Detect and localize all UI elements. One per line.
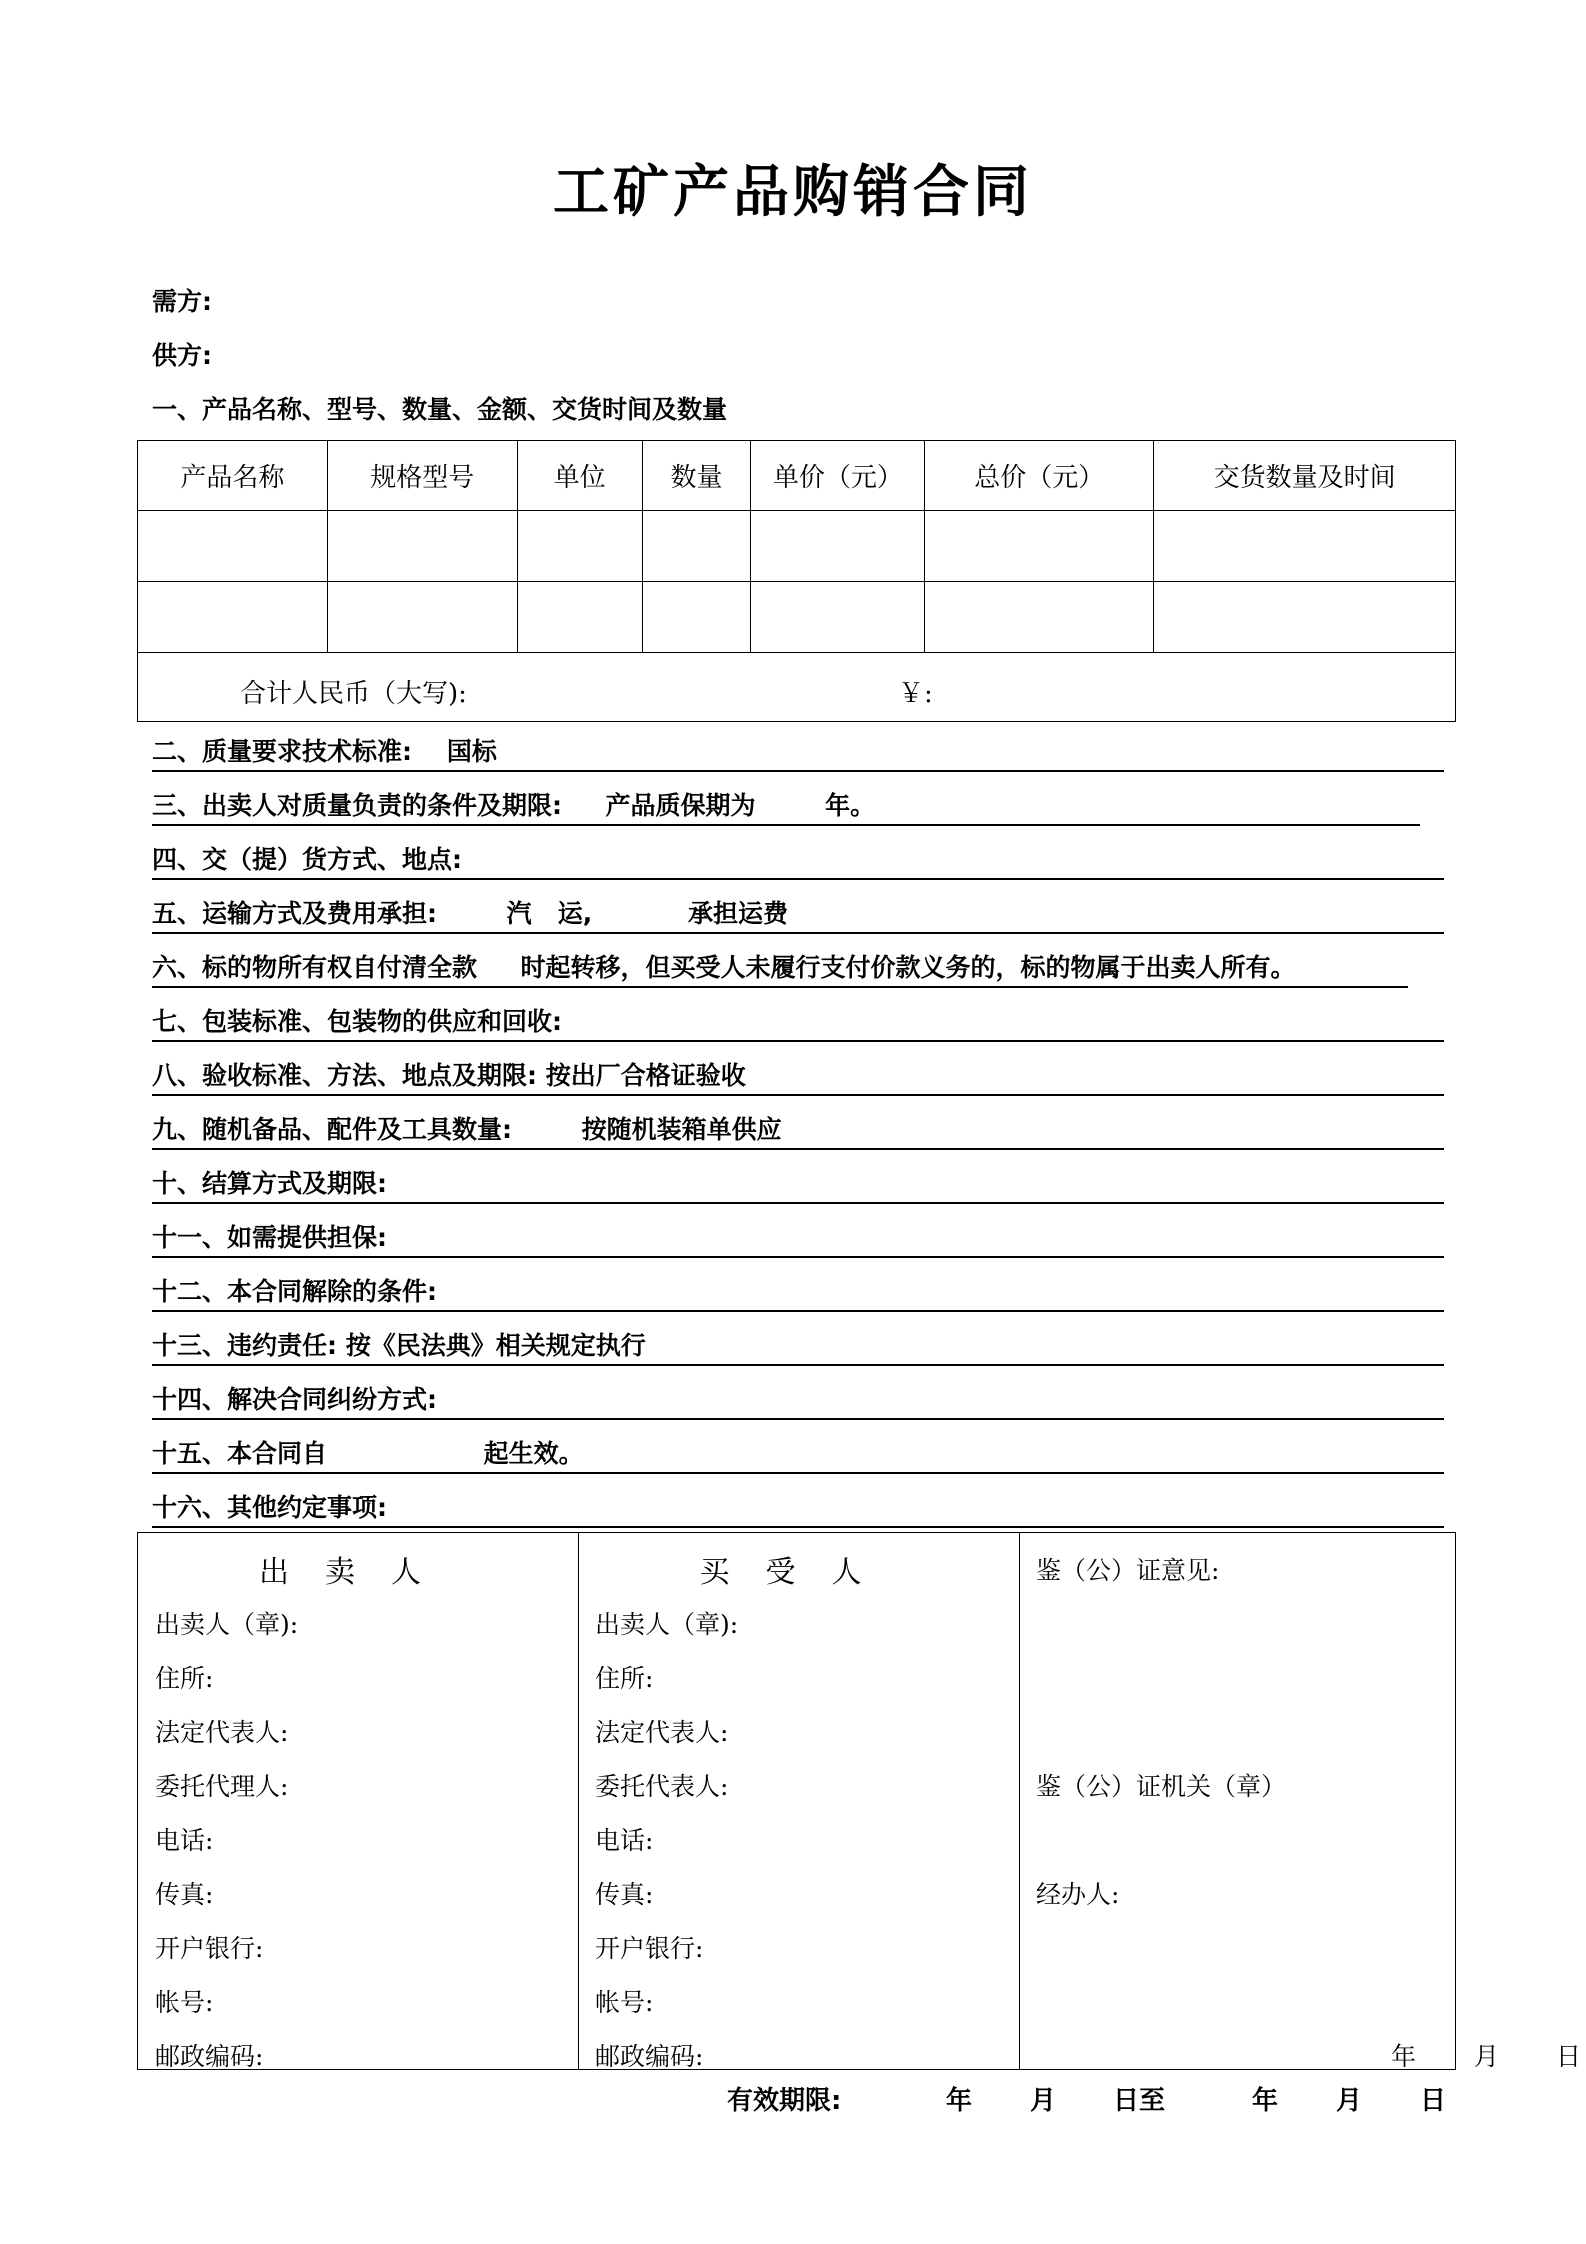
buyer-field-phone: 电话: <box>595 1826 654 1855</box>
total-yen-label: ￥: <box>898 679 933 709</box>
buyer-field-bank: 开户银行: <box>595 1934 704 1963</box>
cell-input[interactable] <box>517 511 642 582</box>
cell-input[interactable] <box>517 582 642 653</box>
total-rmb-label: 合计人民币（大写): <box>240 679 467 709</box>
seller-column-title: 出卖人 <box>259 1555 457 1590</box>
cell-input[interactable] <box>327 511 517 582</box>
notary-opinion-label: 鉴（公）证意见: <box>1036 1556 1220 1585</box>
seller-field-postcode: 邮政编码: <box>155 2042 264 2071</box>
clause-10: 十、结算方式及期限: <box>152 1169 387 1198</box>
signature-block <box>137 1532 1582 2071</box>
clause-15: 十五、本合同自 起生效。 <box>152 1439 584 1468</box>
header-unit-price: 单价（元） <box>751 441 925 511</box>
buyer-field-seal: 出卖人（章): <box>595 1610 739 1639</box>
contract-title: 工矿产品购销合同 <box>553 160 1033 225</box>
clause-8: 八、验收标准、方法、地点及期限: 按出厂合格证验收 <box>152 1061 746 1090</box>
clause-10-rule <box>152 1202 1444 1204</box>
clause-6-rule <box>152 986 1408 988</box>
header-total-price: 总价（元） <box>925 441 1154 511</box>
clause-4: 四、交（提）货方式、地点: <box>152 845 462 874</box>
expiry-day-2: 日 <box>1420 2086 1447 2116</box>
clause-15-rule <box>152 1472 1444 1474</box>
expiry-month-2: 月 <box>1336 2086 1363 2116</box>
table-header-row <box>138 441 1456 511</box>
clause-12: 十二、本合同解除的条件: <box>152 1277 437 1306</box>
buyer-field-fax: 传真: <box>595 1880 654 1909</box>
seller-column <box>138 1533 579 2069</box>
clause-11: 十一、如需提供担保: <box>152 1223 387 1252</box>
seller-field-fax: 传真: <box>155 1880 214 1909</box>
clause-3-rule <box>152 824 1420 826</box>
clause-4-rule <box>152 878 1444 880</box>
cell-input[interactable] <box>751 511 925 582</box>
expiry-day-to: 日至 <box>1113 2086 1166 2116</box>
seller-field-bank: 开户银行: <box>155 1934 264 1963</box>
section-1-heading: 一、产品名称、型号、数量、金额、交货时间及数量 <box>152 395 728 424</box>
clause-9-rule <box>152 1148 1444 1150</box>
cell-input[interactable] <box>138 582 328 653</box>
header-spec-model: 规格型号 <box>327 441 517 511</box>
clause-13-rule <box>152 1364 1444 1366</box>
clause-11-rule <box>152 1256 1444 1258</box>
notary-date-year: 年 <box>1391 2042 1417 2071</box>
clause-8-rule <box>152 1094 1444 1096</box>
cell-input[interactable] <box>642 511 751 582</box>
expiry-year-2: 年 <box>1252 2086 1279 2116</box>
expiry-year-1: 年 <box>946 2086 973 2116</box>
seller-field-address: 住所: <box>155 1664 214 1693</box>
clause-7: 七、包装标准、包装物的供应和回收: <box>152 1007 562 1036</box>
header-quantity: 数量 <box>642 441 751 511</box>
table-row <box>138 582 1456 653</box>
seller-field-account: 帐号: <box>155 1988 214 2017</box>
clause-12-rule <box>152 1310 1444 1312</box>
clause-6: 六、标的物所有权自付清全款 时起转移，但买受人未履行支付价款义务的，标的物属于出卖人所有。 <box>152 953 1296 982</box>
cell-input[interactable] <box>925 511 1154 582</box>
clause-2: 二、质量要求技术标准: 国标 <box>152 737 497 766</box>
seller-field-phone: 电话: <box>155 1826 214 1855</box>
buyer-field-account: 帐号: <box>595 1988 654 2017</box>
cell-input[interactable] <box>1154 582 1456 653</box>
clause-3: 三、出卖人对质量负责的条件及期限: 产品质保期为 年。 <box>152 791 876 820</box>
buyer-field-agent: 委托代表人: <box>595 1772 729 1801</box>
cell-input[interactable] <box>1154 511 1456 582</box>
expiry-month-1: 月 <box>1030 2086 1057 2116</box>
clause-5: 五、运输方式及费用承担: 汽 运, 承担运费 <box>152 899 788 928</box>
clause-14-rule <box>152 1418 1444 1420</box>
header-delivery: 交货数量及时间 <box>1154 441 1456 511</box>
buyer-field-address: 住所: <box>595 1664 654 1693</box>
seller-field-legal-rep: 法定代表人: <box>155 1718 289 1747</box>
clause-14: 十四、解决合同纠纷方式: <box>152 1385 437 1414</box>
cell-input[interactable] <box>925 582 1154 653</box>
table-row <box>138 511 1456 582</box>
seller-label: 供方: <box>152 341 212 370</box>
product-table <box>137 440 1456 722</box>
header-product-name: 产品名称 <box>138 441 328 511</box>
clause-2-rule <box>152 770 1444 772</box>
cell-input[interactable] <box>751 582 925 653</box>
clause-16-rule <box>152 1526 1444 1528</box>
notary-date-month: 月 <box>1474 2042 1500 2071</box>
seller-field-agent: 委托代理人: <box>155 1772 289 1801</box>
buyer-field-legal-rep: 法定代表人: <box>595 1718 729 1747</box>
seller-field-seal: 出卖人（章): <box>155 1610 299 1639</box>
notary-date-day: 日 <box>1556 2042 1582 2071</box>
cell-input[interactable] <box>327 582 517 653</box>
clause-7-rule <box>152 1040 1444 1042</box>
notary-column <box>1019 1533 1582 2071</box>
clause-5-rule <box>152 932 1444 934</box>
clause-9: 九、随机备品、配件及工具数量: 按随机装箱单供应 <box>152 1115 782 1144</box>
expiry-label: 有效期限: <box>727 2086 842 2116</box>
buyer-label: 需方: <box>152 287 212 316</box>
cell-input[interactable] <box>138 511 328 582</box>
notary-office-label: 鉴（公）证机关（章） <box>1036 1772 1287 1801</box>
cell-input[interactable] <box>642 582 751 653</box>
buyer-column <box>578 1533 1020 2069</box>
header-unit: 单位 <box>517 441 642 511</box>
buyer-column-title: 买受人 <box>699 1555 898 1590</box>
total-row <box>138 653 1456 722</box>
clause-16: 十六、其他约定事项: <box>152 1493 387 1522</box>
buyer-field-postcode: 邮政编码: <box>595 2042 704 2071</box>
clause-13: 十三、违约责任: 按《民法典》相关规定执行 <box>152 1331 646 1360</box>
total-cell <box>138 653 1456 722</box>
handler-label: 经办人: <box>1036 1880 1120 1909</box>
